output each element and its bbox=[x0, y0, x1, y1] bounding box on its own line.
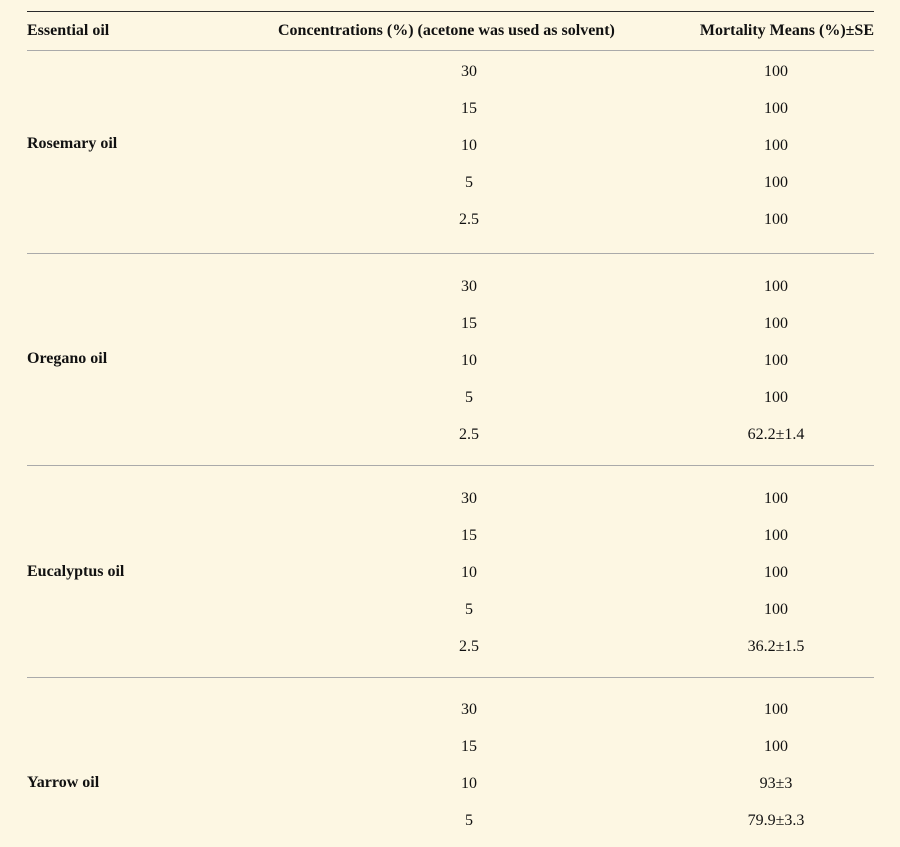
table-row: 15 100 bbox=[461, 738, 788, 755]
header-essential-oil: Essential oil bbox=[27, 22, 110, 39]
table-row: 2.5 100 bbox=[459, 211, 788, 228]
table-row: 10 93±3 bbox=[461, 775, 793, 792]
table-row: 5 100 bbox=[465, 601, 788, 618]
oil-group-oregano bbox=[27, 254, 874, 466]
oil-group-rosemary bbox=[27, 51, 874, 254]
table-row: 5 79.9±3.3 bbox=[465, 812, 805, 829]
oil-group-yarrow bbox=[27, 678, 874, 839]
oil-name: Rosemary oil bbox=[27, 135, 118, 152]
table-row: 15 100 bbox=[461, 315, 788, 332]
oil-name: Oregano oil bbox=[27, 350, 108, 367]
table-row: 2.5 62.2±1.4 bbox=[459, 426, 805, 443]
table-row: 30 100 bbox=[461, 278, 788, 295]
oil-name: Yarrow oil bbox=[27, 774, 100, 791]
table-row: 15 100 bbox=[461, 527, 788, 544]
table-row: 15 100 bbox=[461, 100, 788, 117]
table-row: 5 100 bbox=[465, 174, 788, 191]
oil-name: Eucalyptus oil bbox=[27, 563, 125, 580]
header-mortality: Mortality Means (%)±SE bbox=[699, 22, 874, 39]
table-header bbox=[27, 12, 874, 51]
oil-group-eucalyptus bbox=[27, 466, 874, 678]
table-row: 10 100 bbox=[461, 564, 788, 581]
table-row: 2.5 36.2±1.5 bbox=[459, 638, 805, 655]
table-row: 30 100 bbox=[461, 490, 788, 507]
header-concentration: Concentrations (%) (acetone was used as solvent) bbox=[278, 22, 615, 39]
table-row: 10 100 bbox=[461, 137, 788, 154]
table-row: 30 100 bbox=[461, 63, 788, 80]
table-row: 10 100 bbox=[461, 352, 788, 369]
table-row: 30 100 bbox=[461, 701, 788, 718]
mortality-table bbox=[27, 11, 874, 839]
table-row: 5 100 bbox=[465, 389, 788, 406]
